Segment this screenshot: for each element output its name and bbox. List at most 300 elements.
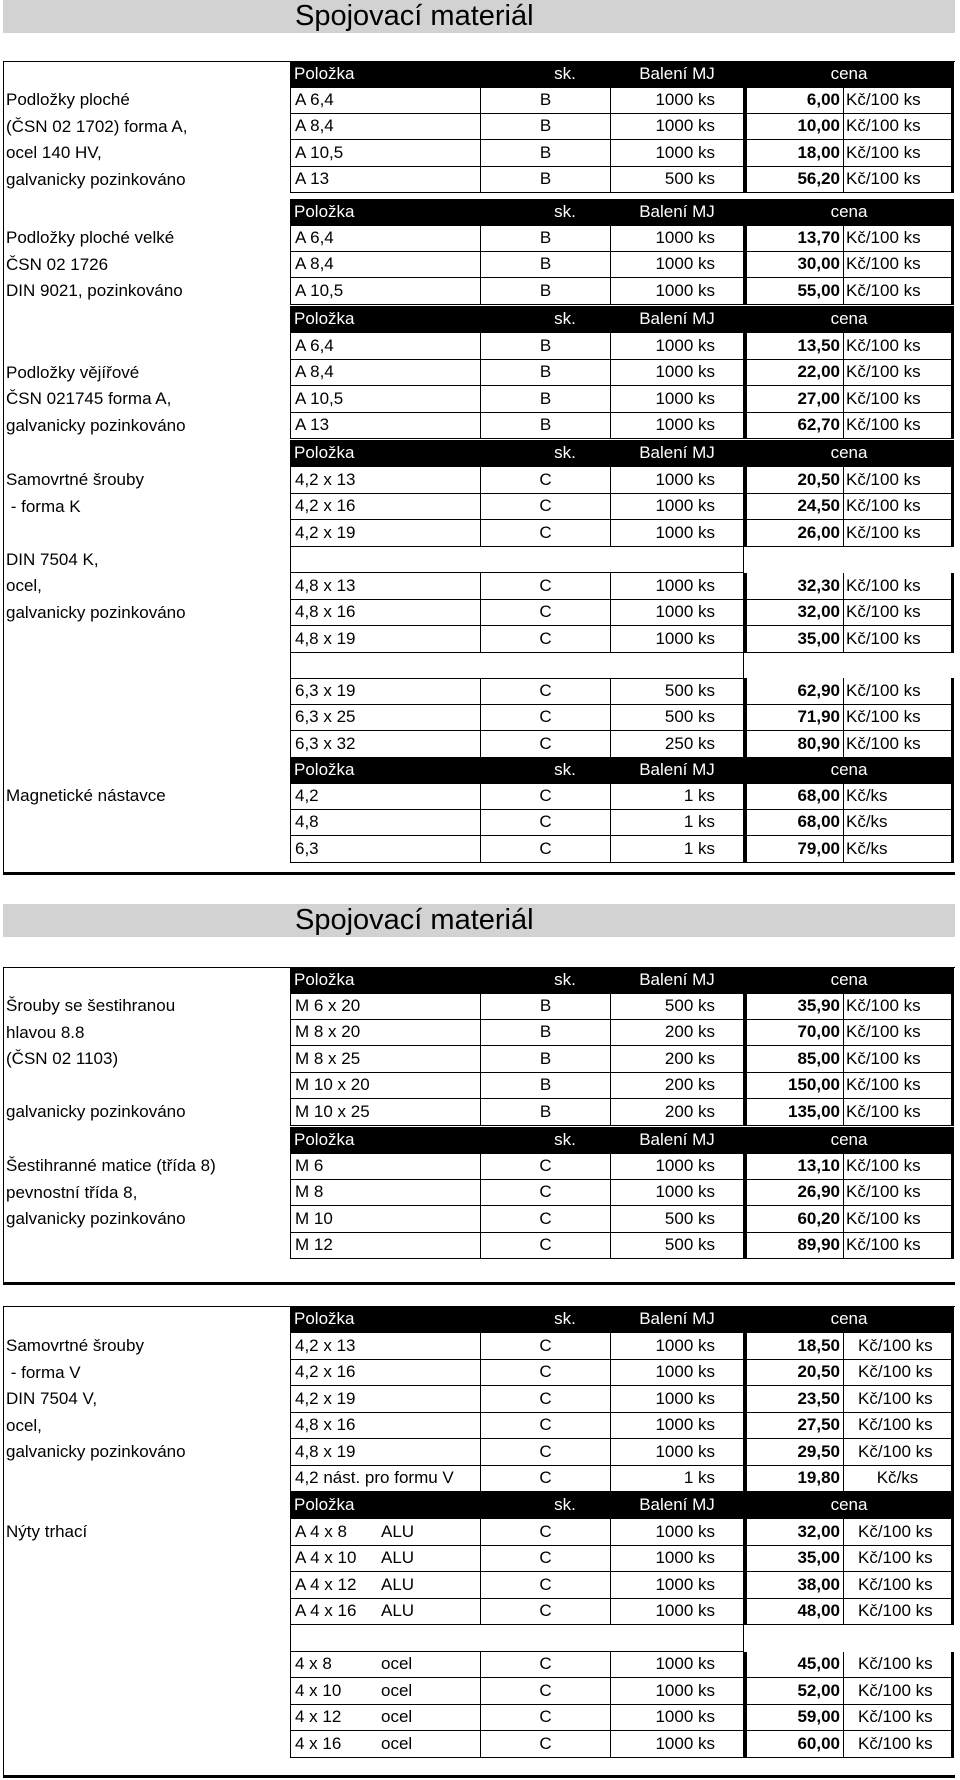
category-label: ČSN 02 1726 (6, 254, 109, 274)
header-baleni: Balení MJ (639, 970, 715, 990)
item-price: 62,70 (744, 413, 844, 440)
item-name: 6,3 x 32 (290, 731, 480, 758)
item-name: 4,2 x 16 (290, 494, 480, 521)
price-unit: Kč/100 ks (844, 333, 954, 360)
item-price: 150,00 (744, 1073, 844, 1100)
item-name (290, 1705, 480, 1732)
category-label: - forma K (6, 496, 81, 516)
header-item: Položka (294, 1495, 355, 1515)
item-material: ocel (381, 1654, 413, 1674)
table-row (0, 836, 960, 863)
item-name: 4,2 nást. pro formu V (290, 1466, 480, 1493)
item-name: A 8,4 (290, 360, 480, 387)
item-material: ocel (381, 1707, 413, 1727)
item-name: 4,8 (290, 810, 480, 837)
table-row (0, 494, 960, 521)
item-name: M 6 (290, 1153, 480, 1180)
price-unit: Kč/100 ks (844, 520, 954, 547)
table-row (0, 252, 960, 279)
item-name: M 12 (290, 1233, 480, 1260)
item-name: M 8 (290, 1180, 480, 1207)
blank-row (0, 653, 960, 680)
item-name: 4,8 x 16 (290, 1413, 480, 1440)
price-unit: Kč/ks (844, 836, 954, 863)
price-unit: Kč/100 ks (844, 678, 954, 705)
price-unit: Kč/ks (844, 1466, 954, 1493)
table-row (0, 167, 960, 194)
item-size: A 4 x 8 (295, 1521, 347, 1541)
item-sk: C (480, 783, 610, 810)
header-baleni: Balení MJ (639, 760, 715, 780)
table-row (0, 413, 960, 440)
item-name: A 10,5 (290, 140, 480, 167)
price-unit: Kč/100 ks (844, 1333, 954, 1360)
item-price: 6,00 (744, 87, 844, 114)
table-row (0, 783, 960, 810)
table-row (0, 278, 960, 305)
header-sk: sk. (554, 309, 576, 329)
table-row (0, 140, 960, 167)
table-row (0, 360, 960, 387)
header-sk: sk. (554, 760, 576, 780)
table-row (0, 386, 960, 413)
price-unit: Kč/100 ks (844, 167, 954, 194)
item-baleni: 1000 ks (610, 1386, 744, 1413)
price-unit: Kč/100 ks (844, 1046, 954, 1073)
header-sk: sk. (554, 202, 576, 222)
item-price: 35,00 (744, 1546, 844, 1573)
table-row (0, 600, 960, 627)
item-sk: C (480, 467, 610, 494)
table-row (0, 1206, 960, 1233)
table-row (0, 1180, 960, 1207)
item-name: 4,8 x 16 (290, 600, 480, 627)
item-price: 71,90 (744, 705, 844, 732)
price-unit: Kč/100 ks (844, 705, 954, 732)
price-unit: Kč/100 ks (844, 1073, 954, 1100)
item-size: 4 x 12 (295, 1707, 342, 1727)
item-baleni: 1000 ks (610, 114, 744, 141)
item-price: 135,00 (744, 1099, 844, 1126)
item-sk: B (480, 1073, 610, 1100)
item-sk: C (480, 731, 610, 758)
table-row (0, 1333, 960, 1360)
header-cena: cena (830, 64, 868, 84)
item-sk: C (480, 1731, 610, 1758)
item-baleni: 1000 ks (610, 1519, 744, 1546)
item-baleni: 1000 ks (610, 600, 744, 627)
item-sk: C (480, 1652, 610, 1679)
item-baleni: 200 ks (610, 1046, 744, 1073)
item-name: A 13 (290, 413, 480, 440)
item-baleni: 1000 ks (610, 333, 744, 360)
price-unit: Kč/100 ks (844, 360, 954, 387)
item-baleni: 1 ks (610, 783, 744, 810)
price-unit: Kč/ks (844, 783, 954, 810)
table-row (0, 1046, 960, 1073)
price-unit: Kč/100 ks (844, 993, 954, 1020)
page-title-banner (3, 904, 955, 937)
item-name (290, 1678, 480, 1705)
item-material: ALU (381, 1521, 415, 1541)
item-name: A 6,4 (290, 87, 480, 114)
table-row (0, 225, 960, 252)
item-price: 62,90 (744, 678, 844, 705)
header-cena: cena (830, 443, 868, 463)
item-name: 4,2 x 19 (290, 1386, 480, 1413)
item-sk: C (480, 1386, 610, 1413)
item-sk: B (480, 413, 610, 440)
item-sk: C (480, 1153, 610, 1180)
table-row (0, 520, 960, 547)
item-name: M 10 x 20 (290, 1073, 480, 1100)
table-row (0, 993, 960, 1020)
header-baleni: Balení MJ (639, 309, 715, 329)
item-price: 19,80 (744, 1466, 844, 1493)
table-row (0, 1099, 960, 1126)
item-baleni: 1000 ks (610, 87, 744, 114)
price-unit: Kč/100 ks (844, 140, 954, 167)
price-unit: Kč/100 ks (844, 1386, 954, 1413)
item-name: A 10,5 (290, 386, 480, 413)
item-sk: B (480, 360, 610, 387)
item-name: 4,2 x 19 (290, 520, 480, 547)
item-price: 30,00 (744, 252, 844, 279)
header-item: Položka (294, 760, 355, 780)
item-price: 26,90 (744, 1180, 844, 1207)
price-unit: Kč/100 ks (844, 1439, 954, 1466)
item-price: 52,00 (744, 1678, 844, 1705)
item-baleni: 1000 ks (610, 573, 744, 600)
table-row (0, 1466, 960, 1493)
item-name: 4,2 x 13 (290, 1333, 480, 1360)
item-price: 48,00 (744, 1599, 844, 1626)
header-baleni: Balení MJ (639, 443, 715, 463)
item-sk: B (480, 252, 610, 279)
item-sk: C (480, 1233, 610, 1260)
price-unit: Kč/100 ks (844, 1413, 954, 1440)
item-price: 80,90 (744, 731, 844, 758)
price-unit: Kč/100 ks (844, 1705, 954, 1732)
column-header (290, 306, 954, 333)
blank-row (0, 547, 960, 574)
item-sk: C (480, 1705, 610, 1732)
item-baleni: 250 ks (610, 731, 744, 758)
item-baleni: 1000 ks (610, 520, 744, 547)
item-baleni: 1000 ks (610, 278, 744, 305)
header-baleni: Balení MJ (639, 202, 715, 222)
item-sk: C (480, 494, 610, 521)
item-sk: C (480, 1466, 610, 1493)
category-label: galvanicky pozinkováno (6, 1102, 186, 1121)
item-size: 4 x 10 (295, 1680, 342, 1700)
item-baleni: 200 ks (610, 1099, 744, 1126)
item-name: A 8,4 (290, 114, 480, 141)
table-row (0, 1360, 960, 1387)
category-label: ČSN 021745 forma A, (6, 389, 172, 408)
header-sk: sk. (554, 443, 576, 463)
item-baleni: 1000 ks (610, 140, 744, 167)
item-name: 6,3 (290, 836, 480, 863)
item-sk: C (480, 1413, 610, 1440)
header-baleni: Balení MJ (639, 1130, 715, 1150)
item-sk: B (480, 386, 610, 413)
item-sk: C (480, 600, 610, 627)
item-price: 27,50 (744, 1413, 844, 1440)
header-item: Položka (294, 309, 355, 329)
item-sk: C (480, 1360, 610, 1387)
item-size: A 4 x 16 (295, 1601, 357, 1621)
table-row (0, 1519, 960, 1546)
table-row (0, 1386, 960, 1413)
price-unit: Kč/100 ks (844, 626, 954, 653)
item-sk: B (480, 333, 610, 360)
item-price: 18,00 (744, 140, 844, 167)
item-baleni: 1000 ks (610, 1333, 744, 1360)
item-name: 6,3 x 19 (290, 678, 480, 705)
item-baleni: 1000 ks (610, 1413, 744, 1440)
column-header (290, 967, 954, 994)
item-name: M 10 x 25 (290, 1099, 480, 1126)
price-unit: Kč/100 ks (844, 1233, 954, 1260)
item-price: 27,00 (744, 386, 844, 413)
item-baleni: 200 ks (610, 1020, 744, 1047)
item-sk: C (480, 678, 610, 705)
item-sk: B (480, 114, 610, 141)
item-price: 32,00 (744, 600, 844, 627)
category-label: (ČSN 02 1702) forma A, (6, 116, 188, 136)
price-unit: Kč/ks (844, 810, 954, 837)
item-sk: B (480, 278, 610, 305)
item-price: 45,00 (744, 1652, 844, 1679)
item-material: ocel (381, 1733, 413, 1753)
table-row (0, 705, 960, 732)
header-item: Položka (294, 64, 355, 84)
item-sk: C (480, 1519, 610, 1546)
item-baleni: 1000 ks (610, 1180, 744, 1207)
item-price: 13,10 (744, 1153, 844, 1180)
price-unit: Kč/100 ks (844, 1099, 954, 1126)
item-price: 89,90 (744, 1233, 844, 1260)
category-label: galvanicky pozinkováno (6, 1209, 186, 1228)
item-sk: C (480, 520, 610, 547)
price-unit: Kč/100 ks (844, 573, 954, 600)
item-baleni: 1000 ks (610, 252, 744, 279)
item-material: ALU (381, 1548, 415, 1568)
category-label: pevnostní třída 8, (6, 1182, 138, 1202)
item-sk: B (480, 140, 610, 167)
category-label: hlavou 8.8 (6, 1022, 85, 1042)
page-title: Spojovací materiál (295, 904, 534, 936)
table-row (0, 1020, 960, 1047)
header-item: Položka (294, 1130, 355, 1150)
page-title-banner (3, 0, 955, 33)
table-row (0, 810, 960, 837)
item-name (290, 1519, 480, 1546)
item-sk: B (480, 1046, 610, 1073)
column-header (290, 61, 954, 88)
category-label: galvanicky pozinkováno (6, 1442, 186, 1461)
category-label: Samovrtné šrouby (6, 470, 144, 489)
price-unit: Kč/100 ks (844, 1546, 954, 1573)
price-unit: Kč/100 ks (844, 494, 954, 521)
item-baleni: 1000 ks (610, 1439, 744, 1466)
price-unit: Kč/100 ks (844, 731, 954, 758)
item-name: A 6,4 (290, 225, 480, 252)
item-sk: C (480, 1599, 610, 1626)
table-row (0, 1153, 960, 1180)
item-sk: C (480, 1572, 610, 1599)
table-row (0, 1652, 960, 1679)
category-label: Podložky vějířové (6, 362, 140, 382)
header-item: Položka (294, 202, 355, 222)
item-size: 4 x 16 (295, 1733, 342, 1753)
item-baleni: 1 ks (610, 1466, 744, 1493)
category-label: ocel 140 HV, (6, 143, 102, 162)
column-header (290, 199, 954, 226)
item-name: A 13 (290, 167, 480, 194)
item-price: 60,00 (744, 1731, 844, 1758)
item-baleni: 1000 ks (610, 1599, 744, 1626)
category-label: galvanicky pozinkováno (6, 602, 186, 622)
header-item: Položka (294, 1309, 355, 1329)
item-baleni: 500 ks (610, 678, 744, 705)
header-baleni: Balení MJ (639, 64, 715, 84)
table-row (0, 1233, 960, 1260)
item-material: ALU (381, 1601, 415, 1621)
item-baleni: 1000 ks (610, 1705, 744, 1732)
item-price: 22,00 (744, 360, 844, 387)
item-price: 60,20 (744, 1206, 844, 1233)
item-price: 13,70 (744, 225, 844, 252)
item-baleni: 500 ks (610, 705, 744, 732)
item-name: A 8,4 (290, 252, 480, 279)
item-sk: B (480, 225, 610, 252)
category-label: DIN 9021, pozinkováno (6, 281, 183, 300)
item-baleni: 1000 ks (610, 1360, 744, 1387)
item-name: A 10,5 (290, 278, 480, 305)
item-price: 38,00 (744, 1572, 844, 1599)
price-unit: Kč/100 ks (844, 1599, 954, 1626)
item-name (290, 1731, 480, 1758)
item-sk: C (480, 1180, 610, 1207)
header-cena: cena (830, 309, 868, 329)
item-baleni: 1000 ks (610, 386, 744, 413)
table-row (0, 731, 960, 758)
item-baleni: 1000 ks (610, 494, 744, 521)
item-baleni: 1000 ks (610, 1678, 744, 1705)
category-label: galvanicky pozinkováno (6, 169, 186, 189)
category-label: galvanicky pozinkováno (6, 415, 186, 435)
item-sk: C (480, 1546, 610, 1573)
header-sk: sk. (554, 64, 576, 84)
item-baleni: 500 ks (610, 167, 744, 194)
item-price: 32,00 (744, 1519, 844, 1546)
item-sk: B (480, 1020, 610, 1047)
item-price: 10,00 (744, 114, 844, 141)
item-name: 4,8 x 13 (290, 573, 480, 600)
header-cena: cena (830, 1495, 868, 1515)
item-name: M 10 (290, 1206, 480, 1233)
table-row (0, 626, 960, 653)
item-name: A 6,4 (290, 333, 480, 360)
item-baleni: 1 ks (610, 810, 744, 837)
column-header (290, 440, 954, 467)
header-sk: sk. (554, 1309, 576, 1329)
item-price: 20,50 (744, 1360, 844, 1387)
item-baleni: 1000 ks (610, 467, 744, 494)
category-label: Magnetické nástavce (6, 786, 166, 805)
table-row (0, 678, 960, 705)
price-unit: Kč/100 ks (844, 1652, 954, 1679)
header-cena: cena (830, 1130, 868, 1150)
item-baleni: 500 ks (610, 1206, 744, 1233)
item-price: 20,50 (744, 467, 844, 494)
header-sk: sk. (554, 1495, 576, 1515)
category-label: - forma V (6, 1362, 81, 1382)
page-title: Spojovací materiál (295, 0, 534, 32)
item-sk: B (480, 1099, 610, 1126)
item-name: 6,3 x 25 (290, 705, 480, 732)
item-sk: B (480, 167, 610, 194)
item-price: 79,00 (744, 836, 844, 863)
item-price: 29,50 (744, 1439, 844, 1466)
item-price: 85,00 (744, 1046, 844, 1073)
item-sk: B (480, 993, 610, 1020)
item-name (290, 1546, 480, 1573)
category-label: Podložky ploché (6, 90, 130, 109)
category-label: DIN 7504 K, (6, 549, 99, 569)
table-row (0, 87, 960, 114)
category-label: ocel, (6, 576, 42, 595)
blank-row (0, 1625, 960, 1652)
item-baleni: 1000 ks (610, 1731, 744, 1758)
item-baleni: 1000 ks (610, 1652, 744, 1679)
item-sk: C (480, 1678, 610, 1705)
price-unit: Kč/100 ks (844, 1731, 954, 1758)
table-row (0, 333, 960, 360)
price-unit: Kč/100 ks (844, 386, 954, 413)
item-baleni: 1000 ks (610, 1546, 744, 1573)
price-unit: Kč/100 ks (844, 278, 954, 305)
item-size: 4 x 8 (295, 1654, 332, 1674)
price-unit: Kč/100 ks (844, 1678, 954, 1705)
item-baleni: 1 ks (610, 836, 744, 863)
header-baleni: Balení MJ (639, 1309, 715, 1329)
column-header (290, 1492, 954, 1519)
item-sk: C (480, 1333, 610, 1360)
header-sk: sk. (554, 1130, 576, 1150)
header-cena: cena (830, 970, 868, 990)
item-sk: C (480, 810, 610, 837)
table-row (0, 1705, 960, 1732)
item-name (290, 1572, 480, 1599)
price-unit: Kč/100 ks (844, 467, 954, 494)
price-unit: Kč/100 ks (844, 1206, 954, 1233)
header-sk: sk. (554, 970, 576, 990)
table-row (0, 573, 960, 600)
item-price: 55,00 (744, 278, 844, 305)
price-unit: Kč/100 ks (844, 1519, 954, 1546)
item-name (290, 1599, 480, 1626)
item-baleni: 1000 ks (610, 413, 744, 440)
table-row (0, 467, 960, 494)
header-item: Položka (294, 970, 355, 990)
item-price: 56,20 (744, 167, 844, 194)
table-row (0, 1413, 960, 1440)
item-baleni: 1000 ks (610, 225, 744, 252)
item-name (290, 1652, 480, 1679)
